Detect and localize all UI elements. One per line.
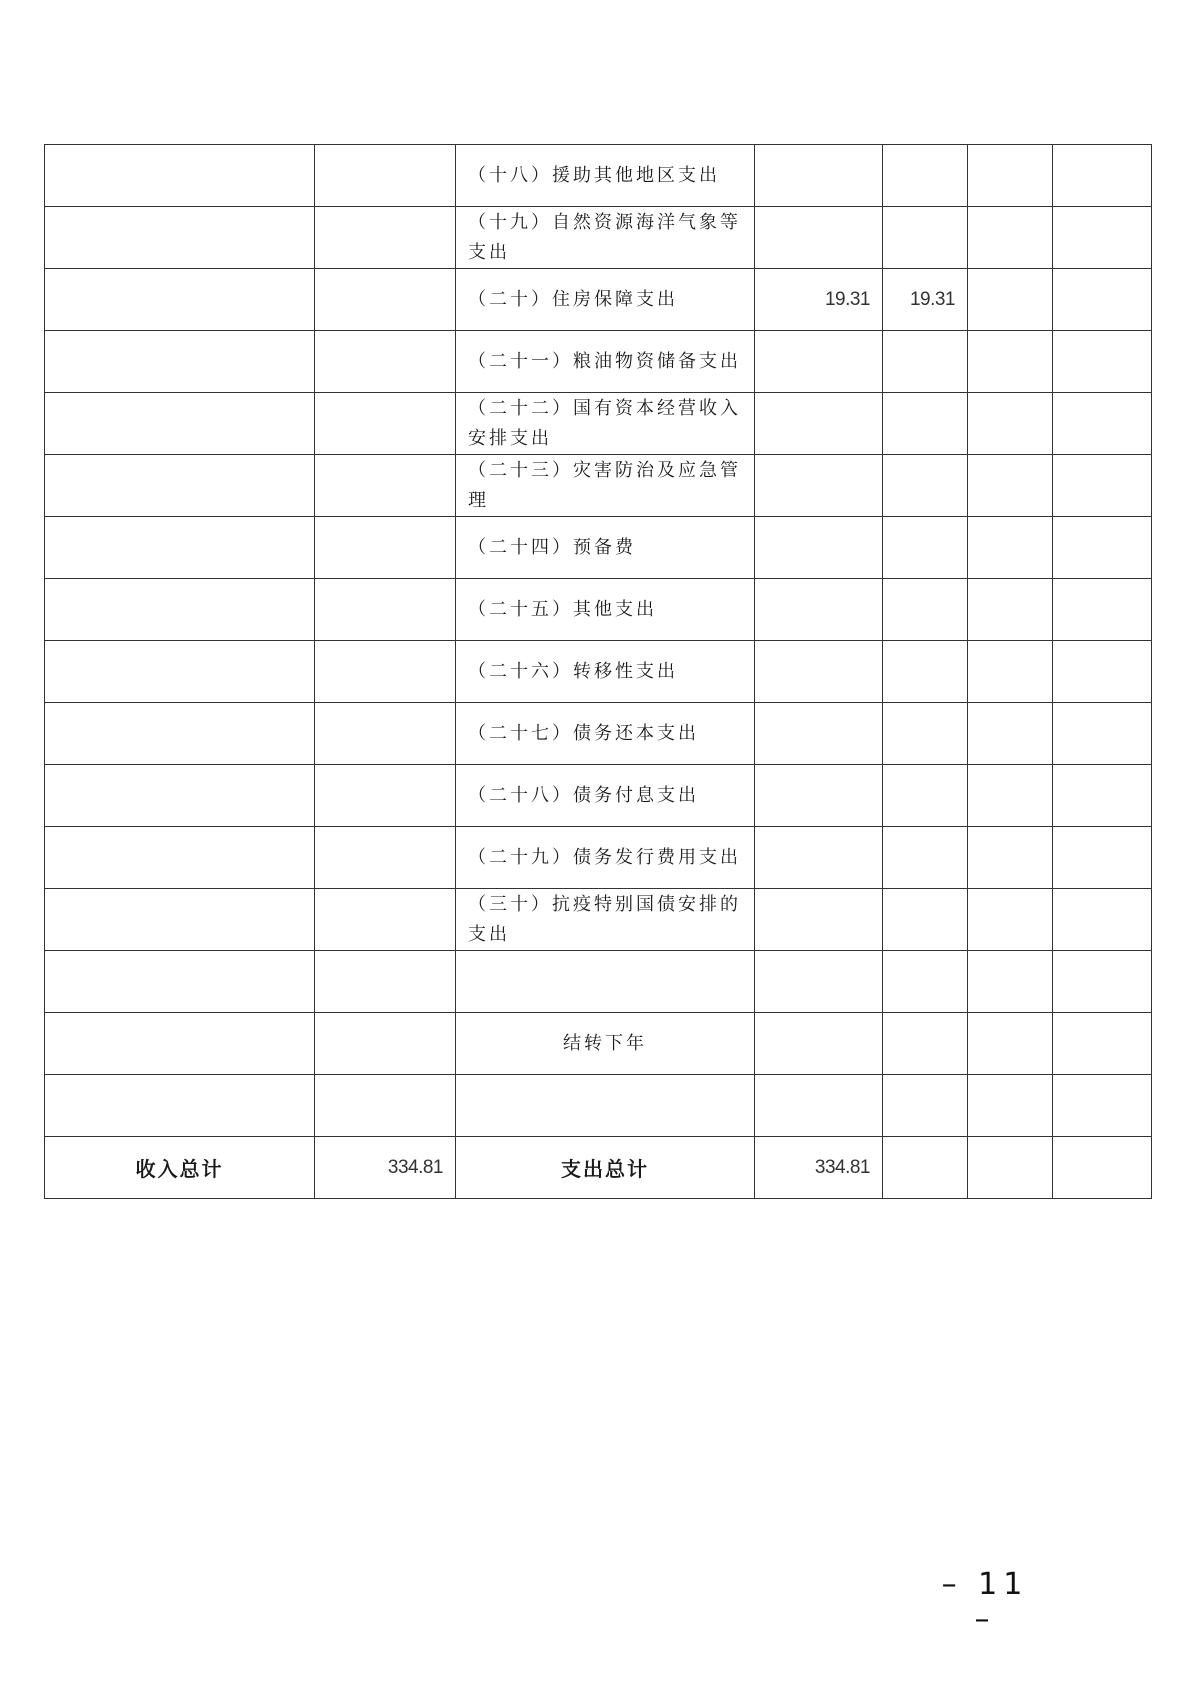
expense-amount-cell xyxy=(755,765,883,827)
expense-item-cell: （三十）抗疫特别国债安排的支出 xyxy=(456,889,755,951)
expense-total-value: 334.81 xyxy=(755,1137,883,1199)
income-item-cell xyxy=(45,579,315,641)
blank-cell xyxy=(1053,951,1152,1013)
expense-amount-cell xyxy=(755,1075,883,1137)
expense-item-cell: （二十四）预备费 xyxy=(456,517,755,579)
expense-sub-amount-cell: 19.31 xyxy=(883,269,968,331)
blank-cell xyxy=(968,1075,1053,1137)
expense-amount-cell xyxy=(755,207,883,269)
expense-sub-amount-cell xyxy=(883,207,968,269)
blank-cell xyxy=(968,1013,1053,1075)
expense-sub-amount-cell xyxy=(883,765,968,827)
blank-cell xyxy=(1053,579,1152,641)
income-amount-cell xyxy=(315,455,456,517)
income-amount-cell xyxy=(315,641,456,703)
expense-amount-cell xyxy=(755,703,883,765)
blank-cell xyxy=(968,827,1053,889)
table-row xyxy=(45,207,1152,269)
table-body xyxy=(45,145,1152,1199)
expense-item-cell: （二十一）粮油物资储备支出 xyxy=(456,331,755,393)
table-row xyxy=(45,579,1152,641)
table-row xyxy=(45,269,1152,331)
blank-cell xyxy=(968,331,1053,393)
expense-item-cell: （二十二）国有资本经营收入安排支出 xyxy=(456,393,755,455)
income-item-cell xyxy=(45,393,315,455)
income-item-cell xyxy=(45,1075,315,1137)
expense-item-cell: （二十三）灾害防治及应急管理 xyxy=(456,455,755,517)
income-item-cell xyxy=(45,827,315,889)
expense-sub-amount-cell xyxy=(883,393,968,455)
totals-row xyxy=(45,1137,1152,1199)
income-item-cell xyxy=(45,765,315,827)
income-item-cell xyxy=(45,269,315,331)
income-item-cell xyxy=(45,517,315,579)
expense-amount-cell xyxy=(755,827,883,889)
budget-table xyxy=(44,144,1152,1199)
income-amount-cell xyxy=(315,393,456,455)
table-row xyxy=(45,1013,1152,1075)
table-row xyxy=(45,517,1152,579)
expense-sub-amount-cell xyxy=(883,579,968,641)
income-amount-cell xyxy=(315,517,456,579)
expense-sub-amount-cell xyxy=(883,951,968,1013)
expense-amount-cell xyxy=(755,951,883,1013)
expense-amount-cell xyxy=(755,455,883,517)
blank-cell xyxy=(968,1137,1053,1199)
expense-item-cell: （二十五）其他支出 xyxy=(456,579,755,641)
blank-cell xyxy=(968,207,1053,269)
expense-item-cell: （十九）自然资源海洋气象等支出 xyxy=(456,207,755,269)
expense-total-label: 支出总计 xyxy=(456,1137,755,1199)
table-row xyxy=(45,145,1152,207)
expense-sub-amount-cell xyxy=(883,827,968,889)
income-item-cell xyxy=(45,455,315,517)
blank-cell xyxy=(968,579,1053,641)
expense-sub-amount-cell xyxy=(883,889,968,951)
income-item-cell xyxy=(45,889,315,951)
blank-cell xyxy=(1053,269,1152,331)
blank-cell xyxy=(1053,703,1152,765)
income-amount-cell xyxy=(315,1075,456,1137)
expense-item-cell xyxy=(456,951,755,1013)
blank-cell xyxy=(968,703,1053,765)
expense-sub-amount-cell xyxy=(883,455,968,517)
expense-item-cell: （二十）住房保障支出 xyxy=(456,269,755,331)
blank-cell xyxy=(968,393,1053,455)
expense-item-cell: （十八）援助其他地区支出 xyxy=(456,145,755,207)
blank-cell xyxy=(1053,1137,1152,1199)
income-amount-cell xyxy=(315,269,456,331)
expense-item-cell: （二十七）债务还本支出 xyxy=(456,703,755,765)
table-row xyxy=(45,393,1152,455)
page-number: – 11 – xyxy=(941,1567,1029,1637)
table-row xyxy=(45,703,1152,765)
expense-item-cell: （二十八）债务付息支出 xyxy=(456,765,755,827)
expense-sub-amount-cell xyxy=(883,1075,968,1137)
expense-item-cell xyxy=(456,1075,755,1137)
expense-amount-cell xyxy=(755,517,883,579)
table-row xyxy=(45,641,1152,703)
blank-cell xyxy=(1053,207,1152,269)
blank-cell xyxy=(1053,393,1152,455)
expense-sub-amount-cell xyxy=(883,1013,968,1075)
income-item-cell xyxy=(45,207,315,269)
income-amount-cell xyxy=(315,703,456,765)
table-row xyxy=(45,1075,1152,1137)
blank-cell xyxy=(1053,1013,1152,1075)
income-item-cell xyxy=(45,703,315,765)
blank-cell xyxy=(968,765,1053,827)
expense-sub-amount-cell xyxy=(883,641,968,703)
blank-cell xyxy=(1053,641,1152,703)
expense-sub-amount-cell xyxy=(883,331,968,393)
income-item-cell xyxy=(45,1013,315,1075)
blank-cell xyxy=(883,1137,968,1199)
blank-cell xyxy=(1053,765,1152,827)
income-item-cell xyxy=(45,641,315,703)
income-amount-cell xyxy=(315,331,456,393)
table-row xyxy=(45,827,1152,889)
expense-amount-cell xyxy=(755,579,883,641)
income-item-cell xyxy=(45,331,315,393)
table-row xyxy=(45,765,1152,827)
blank-cell xyxy=(1053,517,1152,579)
expense-sub-amount-cell xyxy=(883,703,968,765)
expense-item-cell: （二十九）债务发行费用支出 xyxy=(456,827,755,889)
expense-item-cell: （二十六）转移性支出 xyxy=(456,641,755,703)
table-row xyxy=(45,331,1152,393)
income-item-cell xyxy=(45,145,315,207)
expense-amount-cell xyxy=(755,145,883,207)
blank-cell xyxy=(1053,827,1152,889)
expense-sub-amount-cell xyxy=(883,517,968,579)
blank-cell xyxy=(968,889,1053,951)
expense-item-cell: 结转下年 xyxy=(456,1013,755,1075)
expense-amount-cell xyxy=(755,641,883,703)
table-row xyxy=(45,951,1152,1013)
income-item-cell xyxy=(45,951,315,1013)
expense-amount-cell xyxy=(755,331,883,393)
blank-cell xyxy=(968,269,1053,331)
expense-amount-cell xyxy=(755,1013,883,1075)
blank-cell xyxy=(1053,145,1152,207)
income-amount-cell xyxy=(315,145,456,207)
blank-cell xyxy=(968,951,1053,1013)
blank-cell xyxy=(968,145,1053,207)
income-amount-cell xyxy=(315,889,456,951)
expense-amount-cell xyxy=(755,393,883,455)
income-amount-cell xyxy=(315,951,456,1013)
blank-cell xyxy=(1053,889,1152,951)
blank-cell xyxy=(1053,455,1152,517)
income-amount-cell xyxy=(315,579,456,641)
table-row xyxy=(45,889,1152,951)
income-amount-cell xyxy=(315,207,456,269)
blank-cell xyxy=(968,455,1053,517)
expense-amount-cell xyxy=(755,889,883,951)
expense-sub-amount-cell xyxy=(883,145,968,207)
expense-amount-cell: 19.31 xyxy=(755,269,883,331)
table-row xyxy=(45,455,1152,517)
blank-cell xyxy=(968,641,1053,703)
income-amount-cell xyxy=(315,827,456,889)
blank-cell xyxy=(968,517,1053,579)
blank-cell xyxy=(1053,1075,1152,1137)
income-total-label: 收入总计 xyxy=(45,1137,315,1199)
income-total-value: 334.81 xyxy=(315,1137,456,1199)
income-amount-cell xyxy=(315,765,456,827)
income-amount-cell xyxy=(315,1013,456,1075)
blank-cell xyxy=(1053,331,1152,393)
